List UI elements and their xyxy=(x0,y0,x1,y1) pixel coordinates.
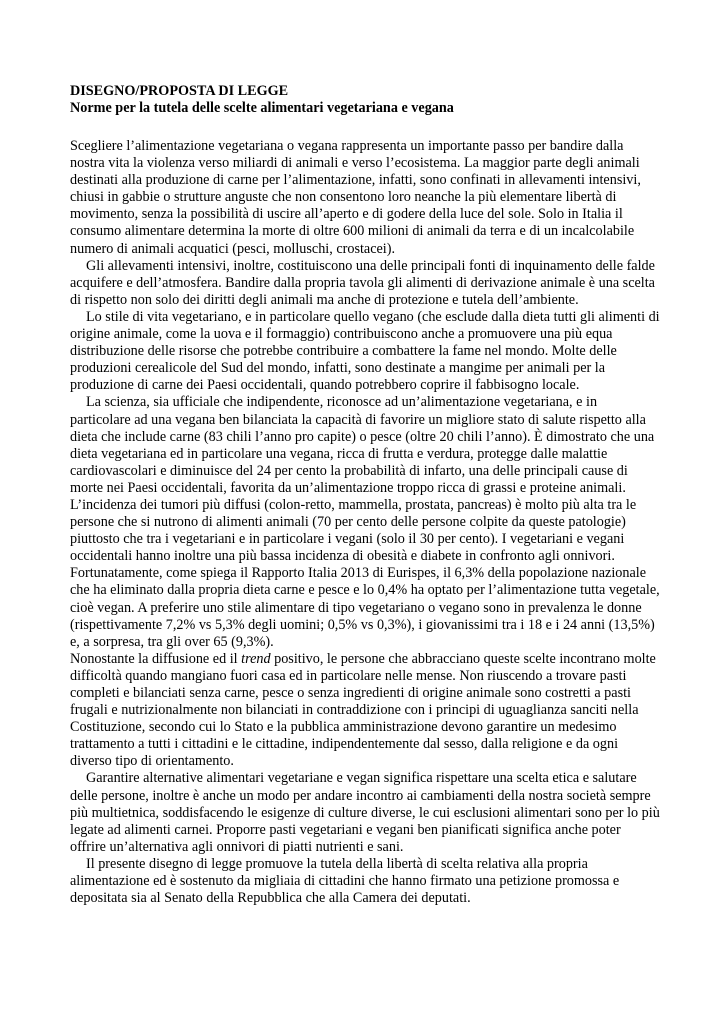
paragraph-3: Lo stile di vita vegetariano, e in particolare quello vegano (che esclude dalla dieta tutti gli alimenti di origine animale, come la uova e il formaggio) contribuiscono anche a promuovere una più equa distribuzione delle risorse che potrebbe contribuire a combattere la fame nel mondo. Molte delle produzioni cerealicole del Sud del mondo, infatti, sono destinate a mangime per animali per la produzione di carne dei Paesi occidentali, quando potrebbero coprire il fabbisogno locale. xyxy=(70,308,660,394)
paragraph-6 xyxy=(70,651,660,771)
paragraph-6-before: Nonostante la diffusione ed il xyxy=(70,650,242,667)
trend-word: trend xyxy=(241,650,271,667)
document-page xyxy=(70,83,660,907)
paragraph-8: Il presente disegno di legge promuove la tutela della libertà di scelta relativa alla propria alimentazione ed è sostenuto da migliaia di cittadini che hanno firmato una petizione promossa e depositata sia al Senato della Repubblica che alla Camera dei deputati. xyxy=(70,855,620,907)
document-subtitle: Norme per la tutela delle scelte alimentari vegetariana e vegana xyxy=(70,100,454,116)
paragraph-6-after: positivo, le persone che abbracciano queste scelte incontrano molte difficoltà quando mangiano fuori casa ed in particolare nelle mense. Non riuscendo a trovare pasti completi e bilanciati senza carne, pesce o senza ingredienti di origine animale sono costretti a pasti frugali e nutrizionalmente non bilanciati in contraddizione con i principi di uguaglianza sanciti nella Costituzione, secondo cui lo Stato e la pubblica amministrazione devono garantire un medesimo trattamento a tutti i cittadini e le cittadine, indipendentemente dal sesso, dalla religione e da ogni diverso tipo di orientamento. xyxy=(70,650,656,770)
paragraph-2: Gli allevamenti intensivi, inoltre, costituiscono una delle principali fonti di inquinamento delle falde acquifere e dell’atmosfera. Bandire dalla propria tavola gli alimenti di derivazione animale è una scelta di rispetto non solo dei diritti degli animali ma anche di protezione e tutela dell’ambiente. xyxy=(70,257,655,308)
document-title: DISEGNO/PROPOSTA DI LEGGE xyxy=(70,83,289,99)
paragraph-1: Scegliere l’alimentazione vegetariana o vegana rappresenta un importante passo per bandire dalla nostra vita la violenza verso miliardi di animali e verso l’ecosistema. La maggior parte degli animali destinati alla produzione di carne per l’alimentazione, infatti, sono confinati in allevamenti intensivi, chiusi in gabbie o strutture anguste che non consentono loro neanche la più elementare libertà di movimento, senza la possibilità di uscire all’aperto e di godere della luce del sole. Solo in Italia il consumo alimentare determina la morte di oltre 600 milioni di animali da terra e di un incalcolabile numero di animali acquatici (pesci, molluschi, crostacei). xyxy=(70,138,641,257)
paragraph-4: La scienza, sia ufficiale che indipendente, riconosce ad un’alimentazione vegetariana, e in particolare ad una vegana ben bilanciata la capacità di favorire un migliore stato di salute rispetto alla dieta che include carne (83 chili l’anno pro capite) o pesce (oltre 20 chili l’anno). È dimostrato che una dieta vegetariana ed in particolare una vegana, ricca di frutta e verdura, protegge dalle malattie cardiovascolari e diminuisce del 24 per cento la probabilità di infarto, una delle principali cause di morte nei Paesi occidentali, favorita da un’alimentazione troppo ricca di grassi e proteine animali. L’incidenza dei tumori più diffusi (colon-retto, mammella, prostata, pancreas) è molto più alta tra le persone che si nutrono di alimenti animali (70 per cento delle persone colpite da queste patologie) piuttosto che tra i vegetariani e in particolare i vegani (solo il 30 per cento). I vegetariani e vegani occidentali hanno inoltre una più bassa incidenza di obesità e diabete in confronto agli onnivori. xyxy=(70,394,655,565)
paragraph-7: Garantire alternative alimentari vegetariane e vegan significa rispettare una scelta etica e salutare delle persone, inoltre è anche un modo per andare incontro ai cambiamenti della nostra società sempre più multietnica, soddisfacendo le esigenze di culture diverse, le cui esclusioni alimentari sono per lo più legate ad alimenti carnei. Proporre pasti vegetariani e vegani ben pianificati significa anche poter offrire un’alternativa agli onnivori di piatti nutrienti e sani. xyxy=(70,770,660,855)
document-body xyxy=(70,138,660,907)
paragraph-5: Fortunatamente, come spiega il Rapporto Italia 2013 di Eurispes, il 6,3% della popolazione nazionale che ha eliminato dalla propria dieta carne e pesce e lo 0,4% ha optato per l’alimentazione tutta vegetale, cioè vegan. A preferire uno stile alimentare di tipo vegetariano o vegano sono in prevalenza le donne (rispettivamente 7,2% vs 5,3% degli uomini; 0,5% vs 0,3%), i giovanissimi tra i 18 e i 24 anni (13,5%) e, a sorpresa, tra gli over 65 (9,3%). xyxy=(70,565,660,650)
